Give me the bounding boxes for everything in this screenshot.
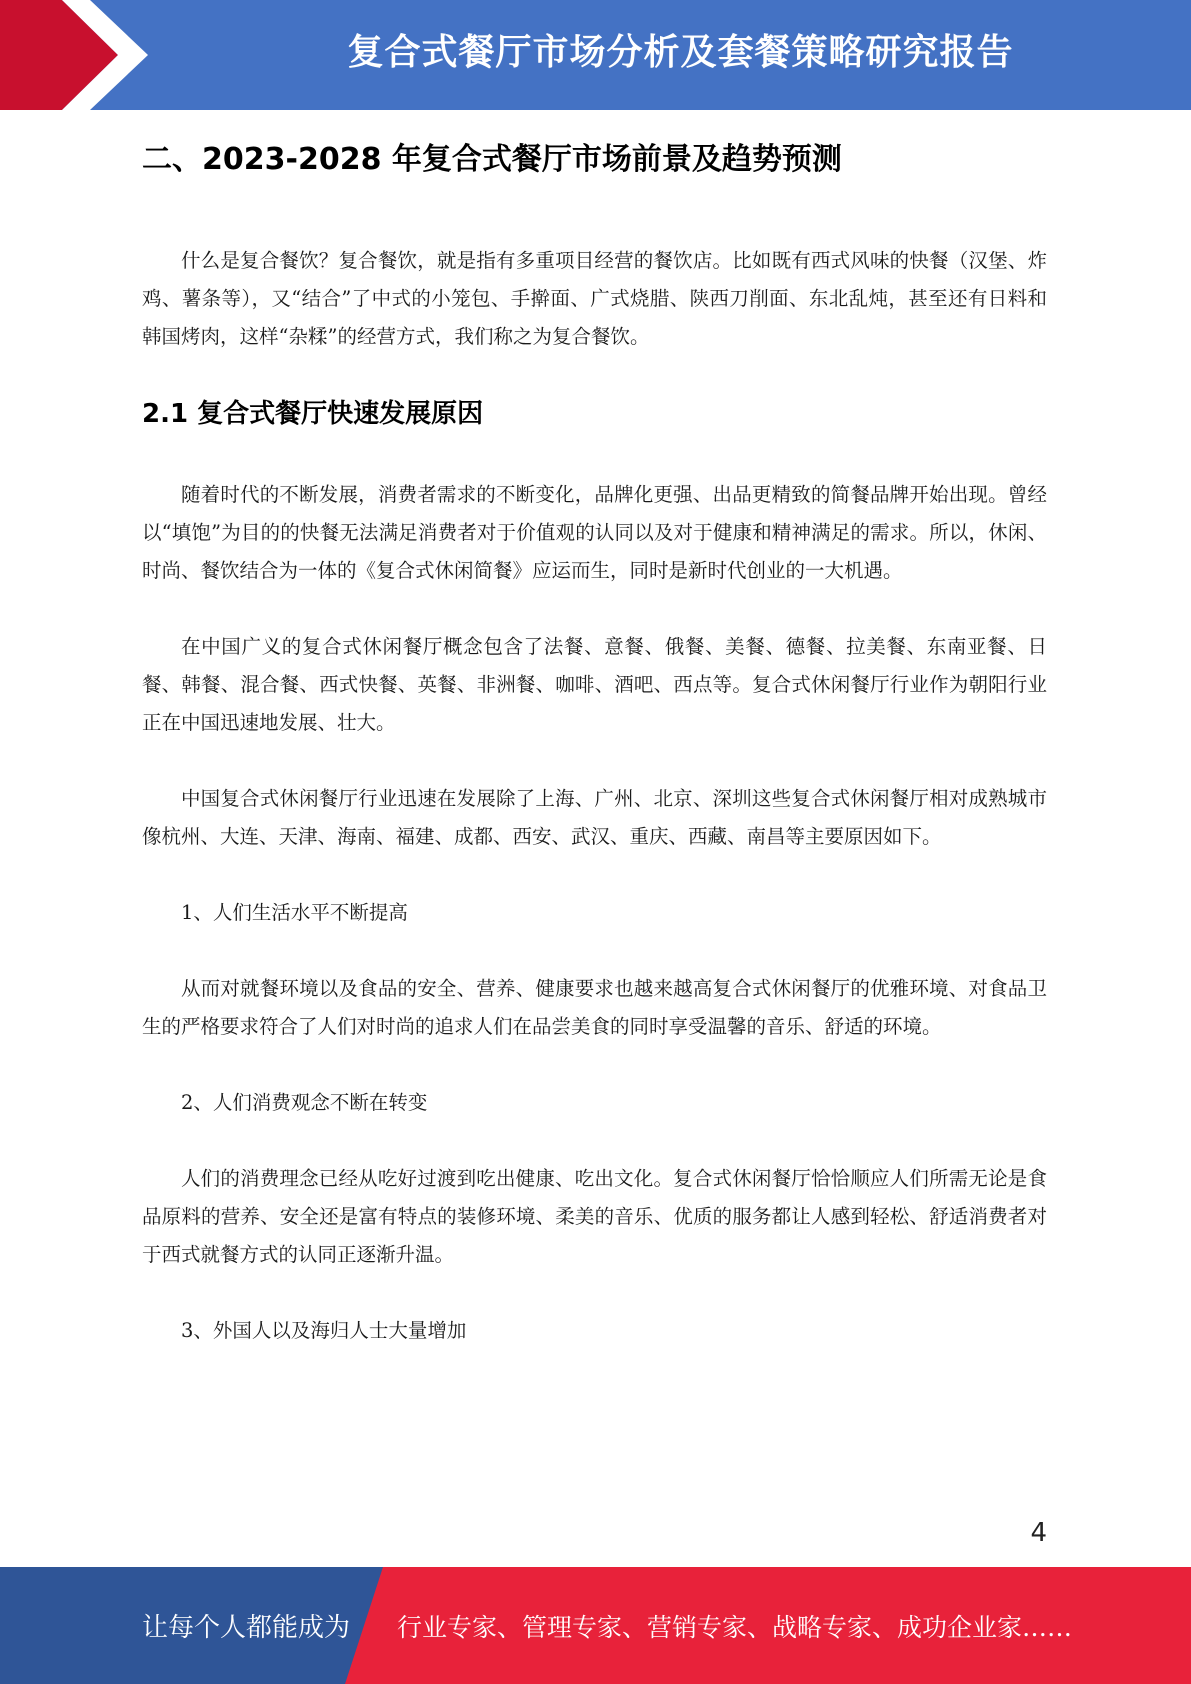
report-title: 复合式餐厅市场分析及套餐策略研究报告: [347, 32, 1014, 73]
reason-heading: 3、外国人以及海归人士大量增加: [181, 1319, 467, 1342]
footer-slogan-left: 让每个人都能成为: [142, 1613, 351, 1643]
body-paragraph: 在中国广义的复合式休闲餐厅概念包含了法餐、意餐、俄餐、美餐、德餐、拉美餐、东南亚餐、日餐、韩餐、混合餐、西式快餐、英餐、非洲餐、咖啡、酒吧、西点等。复合式休闲餐厅行业作为朝阳行业正在中国迅速地发展、壮大。: [142, 635, 1047, 734]
page-header: [0, 0, 1191, 110]
body-paragraph: 中国复合式休闲餐厅行业迅速在发展除了上海、广州、北京、深圳这些复合式休闲餐厅相对成熟城市像杭州、大连、天津、海南、福建、成都、西安、武汉、重庆、西藏、南昌等主要原因如下。: [142, 787, 1047, 848]
intro-paragraph: 什么是复合餐饮？复合餐饮，就是指有多重项目经营的餐饮店。比如既有西式风味的快餐（汉堡、炸鸡、薯条等），又“结合”了中式的小笼包、手擀面、广式烧腊、陕西刀削面、东北乱炖，甚至还有日料和韩国烤肉，这样“杂糅”的经营方式，我们称之为复合餐饮。: [142, 249, 1047, 348]
reason-heading: 2、人们消费观念不断在转变: [181, 1091, 428, 1114]
subsection-heading: 2.1 复合式餐厅快速发展原因: [142, 399, 484, 429]
reason-text: 人们的消费理念已经从吃好过渡到吃出健康、吃出文化。复合式休闲餐厅恰恰顺应人们所需无论是食品原料的营养、安全还是富有特点的装修环境、柔美的音乐、优质的服务都让人感到轻松、舒适消费者对于西式就餐方式的认同正逐渐升温。: [142, 1167, 1047, 1266]
page-number: 4: [1030, 1518, 1047, 1548]
body-paragraph: 随着时代的不断发展，消费者需求的不断变化，品牌化更强、出品更精致的简餐品牌开始出现。曾经以“填饱”为目的的快餐无法满足消费者对于价值观的认同以及对于健康和精神满足的需求。所以，休闲、时尚、餐饮结合为一体的《复合式休闲简餐》应运而生，同时是新时代创业的一大机遇。: [142, 483, 1047, 582]
page-footer: [0, 1567, 1191, 1684]
page-content: [142, 138, 1047, 1388]
footer-slogan-right: 行业专家、管理专家、营销专家、战略专家、成功企业家……: [397, 1613, 1073, 1642]
header-arrow-decoration: [0, 0, 160, 110]
section-heading: 二、2023-2028 年复合式餐厅市场前景及趋势预测: [142, 142, 842, 177]
reason-text: 从而对就餐环境以及食品的安全、营养、健康要求也越来越高复合式休闲餐厅的优雅环境、对食品卫生的严格要求符合了人们对时尚的追求人们在品尝美食的同时享受温馨的音乐、舒适的环境。: [142, 977, 1047, 1038]
reason-heading: 1、人们生活水平不断提高: [181, 901, 408, 924]
